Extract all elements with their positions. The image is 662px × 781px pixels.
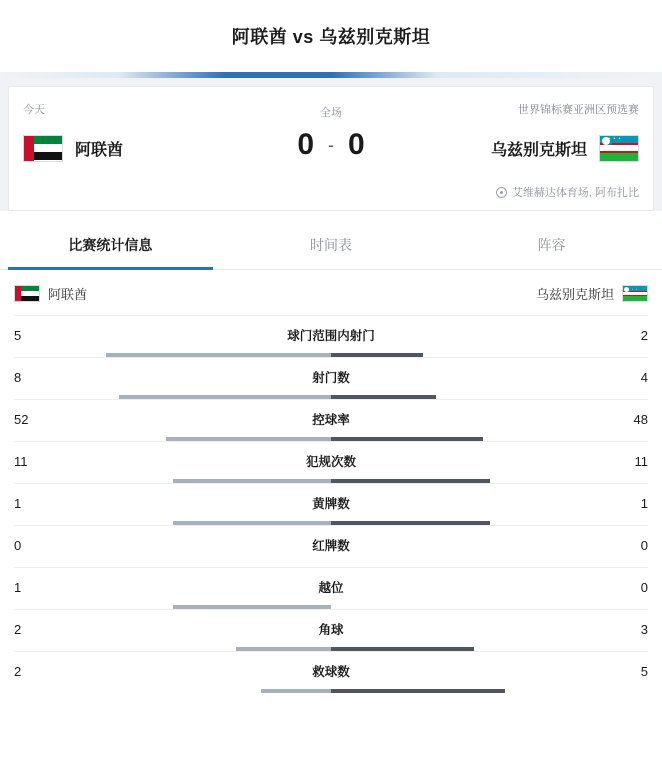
stat-bar-away [331, 479, 490, 483]
stat-bar-away-track [331, 437, 648, 441]
stat-row [14, 567, 648, 609]
stat-label: 射门数 [312, 371, 350, 385]
stat-line [14, 536, 648, 554]
stat-bar-away [331, 689, 505, 693]
stat-row [14, 357, 648, 399]
stat-bar-away-track [331, 563, 648, 567]
uzbekistan-flag-icon: • • • [599, 135, 639, 162]
stat-bar-home-track [14, 689, 331, 693]
stat-bar-home-track [14, 647, 331, 651]
stat-away-value: 5 [640, 663, 648, 679]
stat-label: 犯规次数 [305, 455, 356, 469]
stat-bar-away-track [331, 479, 648, 483]
match-period-label: 全场 [320, 107, 342, 119]
stat-bar-home-track [14, 353, 331, 357]
stat-bar-home-track [14, 563, 331, 567]
stat-bar-away-track [331, 605, 648, 609]
stat-row [14, 315, 648, 357]
match-day-label: 今天 [23, 104, 45, 116]
stat-bars [14, 479, 648, 483]
away-team[interactable] [389, 135, 639, 162]
stat-row [14, 651, 648, 693]
stat-bar-away [331, 395, 436, 399]
stat-bar-home [119, 395, 331, 399]
home-team[interactable] [23, 135, 273, 162]
stat-home-value: 11 [14, 453, 28, 469]
stat-home-value: 52 [14, 411, 29, 427]
stat-bar-away-track [331, 689, 648, 693]
teams-row [23, 128, 639, 162]
away-score: 0 [348, 128, 365, 161]
stats-home-team-label: 阿联酋 [48, 287, 88, 302]
stat-row [14, 441, 648, 483]
stat-away-value: 11 [634, 453, 648, 469]
stat-bar-home [236, 647, 331, 651]
stat-home-value: 0 [14, 537, 22, 553]
tab-match-stats[interactable]: 比赛统计信息 [0, 219, 221, 269]
stat-label: 控球率 [312, 413, 350, 427]
stat-bar-away-track [331, 353, 648, 357]
stat-bar-home [173, 479, 332, 483]
stat-home-value: 2 [14, 663, 22, 679]
stat-bar-home-track [14, 479, 331, 483]
stat-label: 红牌数 [312, 539, 350, 553]
stat-bars [14, 563, 648, 567]
stat-away-value: 0 [640, 537, 648, 553]
stat-bar-home-track [14, 437, 331, 441]
stat-bar-home [166, 437, 331, 441]
stat-home-value: 8 [14, 369, 22, 385]
stat-label: 越位 [318, 581, 344, 595]
tab-timeline[interactable]: 时间表 [310, 237, 352, 253]
stat-bar-away [331, 521, 490, 525]
stat-bar-home [173, 605, 332, 609]
stats-away-team [536, 284, 648, 303]
stat-label: 角球 [318, 623, 344, 637]
scoreboard-wrapper [0, 78, 662, 211]
stat-bar-away [331, 353, 423, 357]
stat-line [14, 620, 648, 638]
location-pin-icon [496, 187, 507, 198]
scoreboard-card [8, 86, 654, 211]
stat-bars [14, 689, 648, 693]
stat-bar-away-track [331, 395, 648, 399]
stat-bar-home-track [14, 395, 331, 399]
stat-line [14, 410, 648, 428]
stat-home-value: 2 [14, 621, 22, 637]
home-team-name: 阿联酋 [75, 141, 124, 159]
stat-label: 球门范围内射门 [287, 329, 375, 343]
stat-line [14, 368, 648, 386]
stat-away-value: 0 [640, 579, 648, 595]
stat-home-value: 1 [14, 495, 22, 511]
uae-flag-icon-small [14, 285, 40, 302]
home-score: 0 [297, 128, 314, 161]
tab-lineups[interactable]: 阵容 [537, 237, 566, 253]
score-display [297, 128, 364, 162]
stats-header [14, 270, 648, 315]
venue-label: 艾维赫达体育场, 阿布扎比 [511, 187, 639, 199]
stat-row [14, 525, 648, 567]
stat-home-value: 5 [14, 327, 22, 343]
away-team-name: 乌兹别克斯坦 [490, 141, 587, 159]
stat-line [14, 662, 648, 680]
stat-label: 救球数 [312, 665, 350, 679]
stat-away-value: 1 [640, 495, 648, 511]
stat-row [14, 399, 648, 441]
stat-line [14, 578, 648, 596]
stat-away-value: 3 [640, 621, 648, 637]
stat-bars [14, 647, 648, 651]
stat-bar-home [261, 689, 331, 693]
competition-label: 世界锦标赛亚洲区预选赛 [518, 104, 639, 116]
stat-line [14, 452, 648, 470]
stat-bar-away-track [331, 647, 648, 651]
stat-rows [14, 315, 648, 693]
stat-bar-home [106, 353, 331, 357]
stat-bars [14, 521, 648, 525]
uzbekistan-flag-icon-small: • • • [622, 285, 648, 302]
stat-bars [14, 437, 648, 441]
stat-bar-home [173, 521, 332, 525]
stat-bars [14, 395, 648, 399]
stat-home-value: 1 [14, 579, 22, 595]
stat-row [14, 483, 648, 525]
stat-away-value: 4 [640, 369, 648, 385]
stat-bars [14, 353, 648, 357]
stat-label: 黄牌数 [312, 497, 350, 511]
uae-flag-icon [23, 135, 63, 162]
stat-bar-away [331, 647, 474, 651]
stats-away-team-label: 乌兹别克斯坦 [535, 287, 614, 302]
stat-away-value: 48 [633, 411, 648, 427]
stats-panel [0, 270, 662, 693]
stats-home-team [14, 284, 87, 303]
stat-row [14, 609, 648, 651]
page-title: 阿联酋 vs 乌兹别克斯坦 [231, 27, 431, 47]
stat-away-value: 2 [640, 327, 648, 343]
stat-bars [14, 605, 648, 609]
venue-row [23, 184, 639, 200]
stat-line [14, 494, 648, 512]
score-separator: - [328, 134, 334, 155]
page-header [0, 0, 662, 72]
stat-line [14, 326, 648, 344]
stat-bar-away [331, 437, 483, 441]
stat-bar-home-track [14, 605, 331, 609]
tab-bar [0, 219, 662, 270]
stat-bar-home-track [14, 521, 331, 525]
stat-bar-away-track [331, 521, 648, 525]
